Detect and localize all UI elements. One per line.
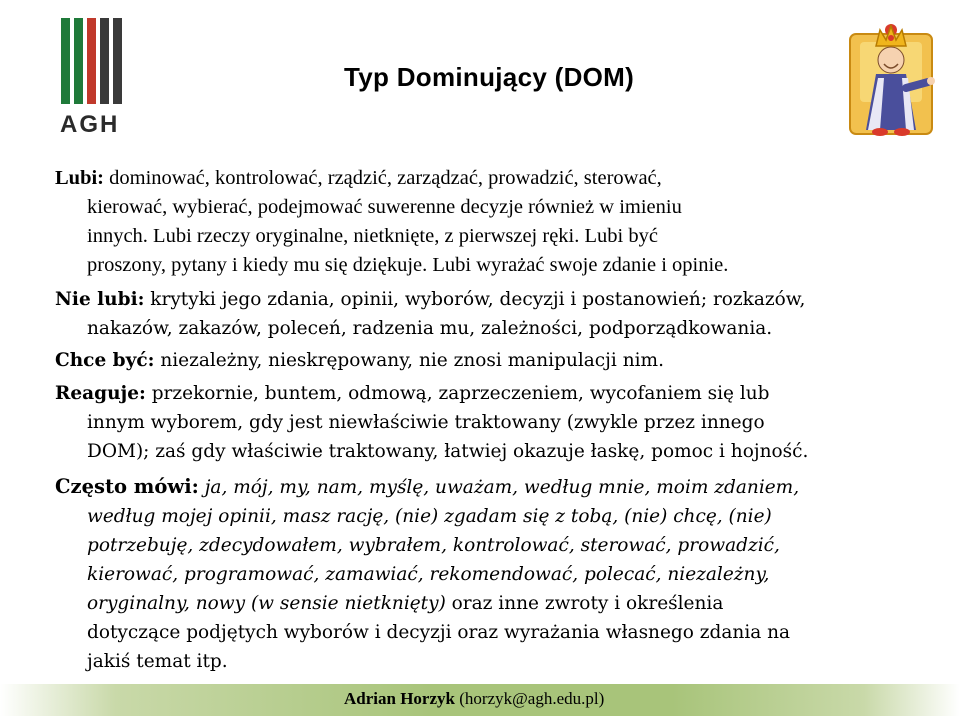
king-illustration [836, 4, 946, 144]
text-line: niezależny, nieskrępowany, nie znosi manipulacji nim. [154, 350, 664, 371]
text-line: krytyki jego zdania, opinii, wyborów, decyzji i postanowień; rozkazów, [144, 289, 806, 310]
label-nie-lubi: Nie lubi: [55, 289, 145, 310]
text-line: kierować, wybierać, podejmować suwerenne decyzje również w imieniu [87, 196, 682, 218]
label-czesto-mowi: Często mówi: [55, 475, 199, 498]
agh-logo [58, 12, 128, 136]
text-line: przekornie, buntem, odmową, zaprzeczeniem, wycofaniem się lub [145, 383, 770, 404]
slide-title: Typ Dominujący (DOM) [344, 62, 635, 92]
text-line: innym wyborem, gdy jest niewłaściwie traktowany (zwykle przez innego [87, 412, 765, 433]
text-line: dotyczące podjętych wyborów i decyzji oraz wyrażania własnego zdania na [87, 622, 791, 643]
paragraph-reaguje [55, 379, 935, 466]
footer-text [344, 689, 604, 709]
label-lubi: Lubi: [55, 167, 104, 189]
paragraph-czesto-mowi [55, 472, 935, 676]
paragraph-lubi [55, 164, 935, 280]
paragraph-nie-lubi [55, 285, 935, 343]
agh-logo-text: AGH [60, 111, 120, 136]
text-line: dominować, kontrolować, rządzić, zarządzać, prowadzić, sterować, [104, 167, 662, 189]
text-line: ja, mój, my, nam, myślę, uważam, według mnie, moim zdaniem, [198, 477, 800, 498]
email-open: ( [454, 689, 465, 708]
text-line: innych. Lubi rzeczy oryginalne, nietknięte, z pierwszej ręki. Lubi być [87, 225, 658, 247]
text-line: jakiś temat itp. [87, 651, 228, 672]
text-line: kierować, programować, zamawiać, rekomendować, polecać, niezależny, [87, 564, 770, 585]
paragraph-chce-byc [55, 346, 935, 375]
text-line: DOM); zaś gdy właściwie traktowany, łatwiej okazuje łaskę, pomoc i hojność. [87, 441, 809, 462]
text-line-italic: oryginalny, nowy (w sensie nietknięty) [87, 593, 446, 614]
text-line: oraz inne zwroty i określenia [445, 593, 724, 614]
text-line: nakazów, zakazów, poleceń, radzenia mu, zależności, podporządkowania. [87, 318, 773, 339]
footer-bar [0, 684, 960, 716]
text-line: potrzebuję, zdecydowałem, wybrałem, kontrolować, sterować, prowadzić, [87, 535, 780, 556]
label-chce-byc: Chce być: [55, 350, 155, 371]
text-line: proszony, pytany i kiedy mu się dziękuje. Lubi wyrażać swoje zdanie i opinie. [87, 254, 729, 276]
author-email[interactable]: horzyk@agh.edu.pl [464, 689, 599, 708]
email-close: ) [598, 689, 605, 708]
text-line: według mojej opinii, masz rację, (nie) zgadam się z tobą, (nie) chcę, (nie) [87, 506, 772, 527]
label-reaguje: Reaguje: [55, 383, 146, 404]
author-name: Adrian Horzyk [344, 689, 455, 708]
